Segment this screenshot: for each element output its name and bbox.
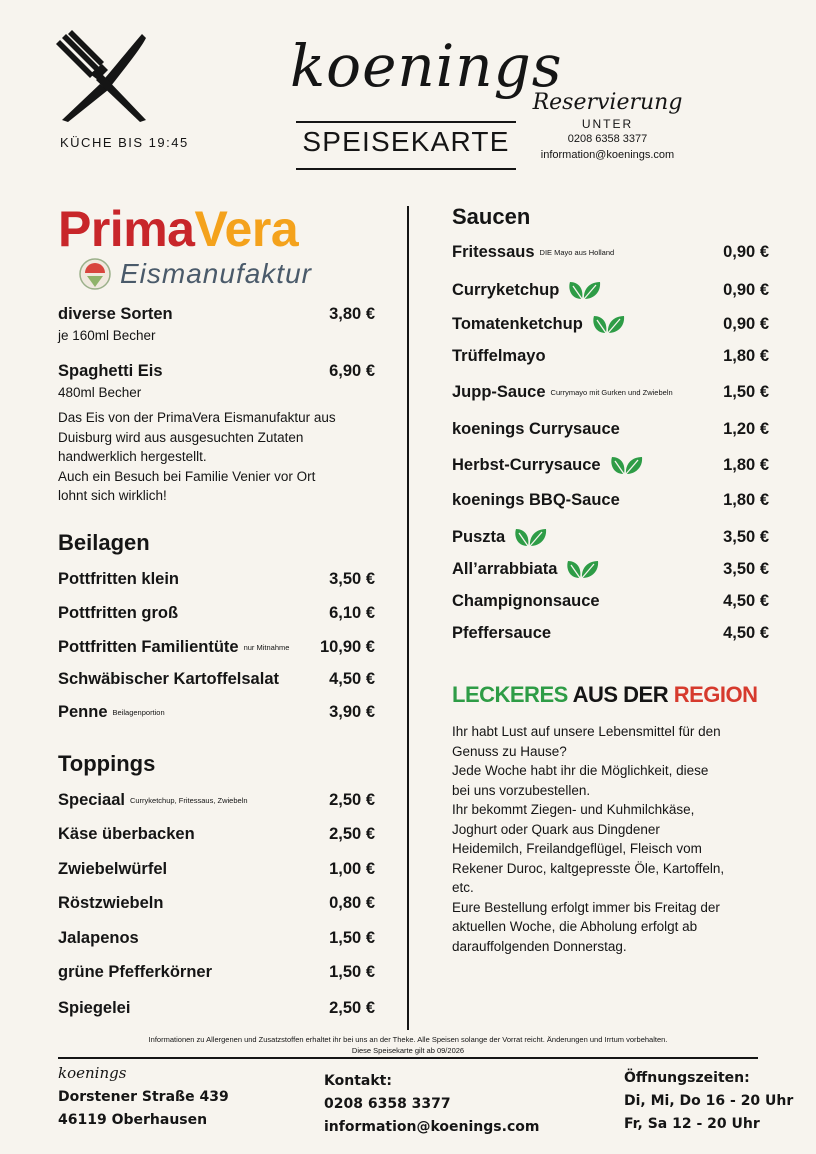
menu-row <box>452 491 769 510</box>
hours-line: Fr, Sa 12 - 20 Uhr <box>624 1116 760 1132</box>
item-name: grüne Pfefferkörner <box>58 963 213 981</box>
icecream-description <box>58 408 388 506</box>
item-name: Trüffelmayo <box>452 347 546 365</box>
address-line: 46119 Oberhausen <box>58 1112 208 1128</box>
item-name: koenings Currysauce <box>452 420 620 438</box>
item-name: Jalapenos <box>58 929 139 947</box>
menu-row <box>58 638 375 657</box>
region-line: Ihr habt Lust auf unsere Lebensmittel für den <box>452 724 721 739</box>
footer-brand: koenings <box>58 1064 127 1082</box>
item-price: 2,50 € <box>329 791 375 809</box>
leaf-icon <box>609 455 643 475</box>
item-price: 1,20 € <box>723 420 769 438</box>
menu-row <box>58 604 375 623</box>
menu-row <box>58 963 375 982</box>
menu-row <box>452 314 769 334</box>
item-price: 0,90 € <box>723 280 769 299</box>
item-note: nur Mitnahme <box>243 643 290 652</box>
item-price: 3,50 € <box>329 570 375 588</box>
section-title-beilagen: Beilagen <box>58 530 150 555</box>
menu-row <box>452 347 769 366</box>
item-name: Champignonsauce <box>452 592 600 610</box>
menu-row <box>58 825 375 844</box>
item-price: 4,50 € <box>723 592 769 610</box>
item-name: Speciaal <box>58 791 125 809</box>
item-name: Käse überbacken <box>58 825 195 843</box>
menu-row <box>452 383 769 402</box>
fork-knife-icon <box>54 30 154 122</box>
description-line: Duisburg wird aus ausgesuchten Zutaten <box>58 429 304 445</box>
item-price: 3,80 € <box>329 305 375 323</box>
description-line: lohnt sich wirklich! <box>58 488 167 503</box>
logo-prima: Prima <box>58 201 195 257</box>
item-price: 3,50 € <box>723 527 769 546</box>
reservation-unter: UNTER <box>581 117 634 131</box>
menu-row <box>452 527 769 547</box>
menu-row <box>452 559 769 579</box>
item-price: 10,90 € <box>319 638 375 656</box>
allergen-note: Informationen zu Allergenen und Zusatzstoffen erhaltet ihr bei uns an der Theke. Alle Speisen solange der Vorrat reicht. Änderungen und Irrtum vorbehalten. <box>148 1035 668 1044</box>
item-price: 2,50 € <box>329 825 375 843</box>
item-name: Tomatenketchup <box>452 314 583 333</box>
item-price: 0,90 € <box>723 314 769 333</box>
icecream-item <box>58 305 375 324</box>
item-note: Curryketchup, Fritessaus, Zwiebeln <box>129 796 248 805</box>
menu-row <box>452 280 769 300</box>
item-price: 1,50 € <box>329 963 375 981</box>
menu-row <box>452 455 769 475</box>
item-name: Penne <box>58 703 108 721</box>
footer-address <box>58 1086 229 1132</box>
item-name: Jupp-Sauce <box>452 383 546 401</box>
item-name: Spaghetti Eis <box>58 362 163 380</box>
item-name: Curryketchup <box>452 280 560 299</box>
menu-row <box>452 243 769 262</box>
item-note: Currymayo mit Gurken und Zwiebeln <box>550 388 673 397</box>
menu-row <box>58 894 375 913</box>
menu-row <box>452 624 769 643</box>
region-description <box>452 722 782 956</box>
item-price: 3,90 € <box>329 703 375 721</box>
kitchen-hours: KÜCHE BIS 19:45 <box>60 135 189 150</box>
icecream-item <box>58 362 375 381</box>
item-price: 1,80 € <box>723 347 769 365</box>
region-line: etc. <box>452 880 474 895</box>
menu-row <box>452 592 769 611</box>
section-title-saucen: Saucen <box>452 204 531 229</box>
footer-hours <box>624 1067 793 1136</box>
primavera-logo <box>58 203 382 295</box>
contact-phone: 0208 6358 3377 <box>324 1096 451 1112</box>
item-name: Fritessaus <box>452 243 535 261</box>
reservation-title: Reservierung <box>532 90 683 115</box>
leaf-icon <box>513 527 547 547</box>
item-subtext: je 160ml Becher <box>58 328 156 343</box>
item-name: diverse Sorten <box>58 305 173 323</box>
item-price: 4,50 € <box>329 670 375 688</box>
region-line: Joghurt oder Quark aus Dingdener <box>452 821 660 837</box>
item-subtext: 480ml Becher <box>58 385 142 400</box>
menu-row <box>58 670 375 689</box>
region-title-part: LECKERES <box>452 682 568 707</box>
item-price: 0,90 € <box>723 243 769 261</box>
item-price: 3,50 € <box>723 559 769 578</box>
item-price: 6,90 € <box>329 362 375 380</box>
region-line: Rekener Duroc, kaltgepresste Öle, Kartoffeln, <box>452 860 725 876</box>
item-price: 4,50 € <box>723 624 769 642</box>
contact-email: information@koenings.com <box>324 1119 540 1135</box>
item-price: 1,50 € <box>723 383 769 401</box>
menu-row <box>58 999 375 1018</box>
page-title: SPEISEKARTE <box>302 126 510 157</box>
item-note: DIE Mayo aus Holland <box>539 248 615 257</box>
logo-vera: Vera <box>194 201 299 257</box>
address-line: Dorstener Straße 439 <box>58 1089 229 1105</box>
item-name: Pottfritten Familientüte <box>58 638 239 656</box>
region-line: bei uns vorzubestellen. <box>452 782 591 798</box>
reservation-email: information@koenings.com <box>540 149 675 161</box>
item-price: 6,10 € <box>329 604 375 622</box>
item-name: Pottfritten groß <box>58 604 179 622</box>
leaf-icon <box>565 559 599 579</box>
region-title <box>452 682 758 708</box>
description-line: Auch ein Besuch bei Familie Venier vor Ort <box>58 468 316 484</box>
item-note: Beilagenportion <box>112 708 165 717</box>
menu-row <box>58 791 375 810</box>
menu-row <box>58 703 375 722</box>
footer-rule <box>58 1057 758 1059</box>
item-name: Puszta <box>452 527 506 546</box>
item-name: All’arrabbiata <box>452 559 558 578</box>
item-price: 0,80 € <box>329 894 375 912</box>
section-title-toppings: Toppings <box>58 751 156 776</box>
column-divider <box>407 206 409 1030</box>
item-name: Röstzwiebeln <box>58 894 164 912</box>
logo-subtitle: Eismanufaktur <box>120 258 312 289</box>
reservation-block <box>520 90 695 163</box>
menu-row <box>58 570 375 589</box>
header-rule-bottom <box>296 168 516 170</box>
menu-row <box>58 929 375 948</box>
menu-row <box>452 420 769 439</box>
item-name: Herbst-Currysauce <box>452 455 601 474</box>
brand-logo: koenings <box>290 32 563 100</box>
region-line: aktuellen Woche, die Abholung erfolgt ab <box>452 919 698 934</box>
icecream-seal-icon <box>78 257 112 291</box>
item-price: 1,00 € <box>329 860 375 878</box>
item-price: 2,50 € <box>329 999 375 1017</box>
item-name: koenings BBQ-Sauce <box>452 491 620 509</box>
region-line: Jede Woche habt ihr die Möglichkeit, diese <box>452 763 709 778</box>
hours-line: Di, Mi, Do 16 - 20 Uhr <box>624 1093 794 1109</box>
reservation-phone: 0208 6358 3377 <box>567 133 648 145</box>
leaf-icon <box>567 280 601 300</box>
region-line: Heidemilch, Freilandgeflügel, Fleisch vom <box>452 841 702 856</box>
valid-from-note: Diese Speisekarte gilt ab 09/2026 <box>351 1046 465 1055</box>
item-name: Zwiebelwürfel <box>58 860 168 878</box>
item-price: 1,50 € <box>329 929 375 947</box>
description-line: Das Eis von der PrimaVera Eismanufaktur aus <box>58 410 336 425</box>
menu-row <box>58 860 375 879</box>
region-title-part: AUS DER <box>572 682 669 707</box>
description-line: handwerklich hergestellt. <box>58 449 207 464</box>
item-price: 1,80 € <box>723 455 769 474</box>
region-line: Ihr bekommt Ziegen- und Kuhmilchkäse, <box>452 802 695 817</box>
region-line: Genuss zu Hause? <box>452 743 567 759</box>
item-name: Schwäbischer Kartoffelsalat <box>58 670 279 688</box>
hours-title: Öffnungszeiten: <box>624 1070 750 1086</box>
item-price: 1,80 € <box>723 491 769 509</box>
leaf-icon <box>591 314 625 334</box>
item-name: Pfeffersauce <box>452 624 552 642</box>
footer-contact <box>324 1070 539 1139</box>
header-rule-top <box>296 121 516 123</box>
region-line: darauffolgenden Donnerstag. <box>452 938 627 954</box>
item-name: Pottfritten klein <box>58 570 180 588</box>
contact-title: Kontakt: <box>324 1073 392 1089</box>
region-title-part: REGION <box>673 682 758 707</box>
item-name: Spiegelei <box>58 999 131 1017</box>
region-line: Eure Bestellung erfolgt immer bis Freitag der <box>452 899 720 915</box>
